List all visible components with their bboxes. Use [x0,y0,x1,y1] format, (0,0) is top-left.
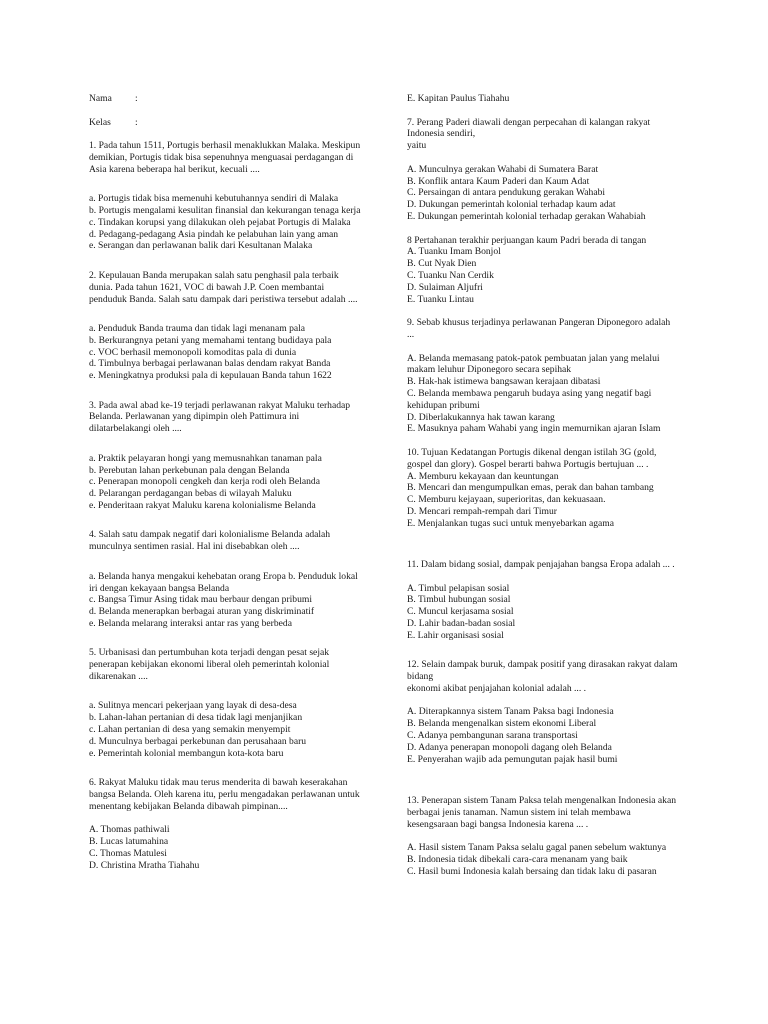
option-3c: c. Penerapan monopoli cengkeh dan kerja rodi oleh Belanda [89,476,320,488]
option-6a: A. Thomas pathiwali [89,824,170,836]
option-4a: a. Belanda hanya mengakui kehebatan orang Eropa b. Penduduk lokal iri dengan kekayaan bangsa Belanda [89,570,358,594]
option-8b: B. Cut Nyak Dien [407,258,477,270]
option-13b: B. Indonesia tidak dibekali cara-cara menanam yang baik [407,853,628,865]
question-10-options [407,471,679,530]
question-9-stem: 9. Sebab khusus terjadinya perlawanan Pangeran Diponegoro adalah ... [407,317,671,340]
option-9c: C. Belanda membawa pengaruh budaya asing yang negatif bagi kehidupan pribumi [407,387,652,411]
question-12-stem: 12. Selain dampak buruk, dampak positif yang dirasakan rakyat dalam bidang [407,659,678,683]
question-7-options [407,164,679,223]
option-11d: D. Lahir badan-badan sosial [407,617,516,629]
option-5d: d. Munculnya berbagai perkebunan dan perusahaan baru [89,735,307,747]
kelas-label: Kelas [89,116,111,128]
option-4d: d. Belanda menerapkan berbagai aturan yang diskriminatif [89,606,315,618]
question-3-options [89,453,361,512]
option-10a: A. Memburu kekayaan dan keuntungan [407,470,559,482]
option-11e: E. Lahir organisasi sosial [407,629,504,641]
option-4c: c. Bangsa Timur Asing tidak mau berbaur dengan pribumi [89,594,313,606]
nama-label: Nama [89,93,112,104]
question-7-stem-cont: yaitu [407,140,427,152]
option-8a: A. Tuanku Imam Bonjol [407,246,501,258]
left-column [89,93,361,872]
question-5-stem: 5. Urbanisasi dan pertumbuhan kota terjadi dengan pesat sejak penerapan kebijakan ekonomi liberal oleh pemerintah kolonial dikarenakan .... [89,647,330,682]
option-1c: c. Tindakan korupsi yang dilakukan oleh pejabat Portugis di Malaka [89,216,351,228]
question-7-stem: 7. Perang Paderi diawali dengan perpecahan di kalangan rakyat Indonesia sendiri, [407,116,651,140]
question-5-options [89,700,361,759]
option-8c: C. Tuanku Nan Cerdik [407,269,494,281]
option-1a: a. Portugis tidak bisa memenuhi kebutuhannya sendiri di Malaka [89,193,339,205]
option-7a: A. Munculnya gerakan Wahabi di Sumatera Barat [407,163,599,175]
option-6b: B. Lucas latumahina [89,836,169,848]
option-2a: a. Penduduk Banda trauma dan tidak lagi menanam pala [89,323,306,335]
option-12e: E. Penyerahan wajib ada pemungutan pajak hasil bumi [407,753,618,765]
question-2-options [89,323,361,382]
option-2d: d. Timbulnya berbagai perlawanan balas dendam rakyat Banda [89,358,331,370]
option-10e: E. Menjalankan tugas suci untuk menyebarkan agama [407,517,614,529]
option-13c: C. Hasil bumi Indonesia kalah bersaing dan tidak laku di pasaran [407,865,657,877]
option-4e: e. Belanda melarang interaksi antar ras yang berbeda [89,617,292,629]
option-7d: D. Dukungan pemerintah kolonial terhadap kaum adat [407,199,616,211]
question-12-options [407,706,679,765]
question-2-stem: 2. Kepulauan Banda merupakan salah satu penghasil pala terbaik dunia. Pada tahun 1621, VOC di bawah J.P. Coen membantai penduduk Banda. Salah satu dampak dari peristiwa tersebut adalah .... [89,269,358,305]
option-1b: b. Portugis mengalami kesulitan finansial dan kekurangan tenaga kerja [89,205,361,217]
option-3d: d. Pelarangan perdagangan bebas di wilayah Maluku [89,488,292,500]
right-column [407,93,679,878]
nama-colon: : [135,93,138,104]
option-5b: b. Lahan-lahan pertanian di desa tidak lagi menjanjikan [89,712,303,724]
option-11b: B. Timbul hubungan sosial [407,594,511,606]
option-2c: c. VOC berhasil memonopoli komoditas pala di dunia [89,346,297,358]
question-4-stem: 4. Salah satu dampak negatif dari kolonialisme Belanda adalah munculnya sentimen rasial. Hal ini disebabkan oleh .... [89,529,331,553]
option-12b: B. Belanda mengenalkan sistem ekonomi Liberal [407,718,597,730]
question-13-options [407,842,679,877]
nama-field [89,93,361,105]
option-11a: A. Timbul pelapisan sosial [407,582,510,594]
option-1d: d. Pedagang-pedagang Asia pindah ke pelabuhan lain yang aman [89,228,339,240]
option-1e: e. Serangan dan perlawanan balik dari Kesultanan Malaka [89,240,313,252]
question-6-stem: 6. Rakyat Maluku tidak mau terus menderita di bawah keserakahan bangsa Belanda. Oleh karena itu, perlu mengadakan perlawanan untuk menentang kebijakan Belanda dibawah pimpinan.... [89,777,360,812]
option-6c: C. Thomas Matulesi [89,847,167,859]
option-5e: e. Pemerintah kolonial membangun kota-kota baru [89,747,284,759]
option-7b: B. Konflik antara Kaum Paderi dan Kaum Adat [407,175,590,187]
option-13a: A. Hasil sistem Tanam Paksa selalu gagal panen sebelum waktunya [407,842,667,854]
question-8-stem: 8 Pertahanan terakhir perjuangan kaum Padri berada di tangan [407,234,647,246]
question-13-stem: 13. Penerapan sistem Tanam Paksa telah mengenalkan Indonesia akan berbagai jenis tanaman. Namun sistem ini telah membawa kesengsaraan bagi bangsa Indonesia karena ... . [407,794,677,830]
option-9a: A. Belanda memasang patok-patok pembuatan jalan yang melalui makam leluhur Diponegoro secara sepihak [407,352,660,376]
option-7c: C. Persaingan di antara pendukung gerakan Wahabi [407,187,606,199]
option-9e: E. Masuknya paham Wahabi yang ingin memurnikan ajaran Islam [407,423,661,435]
option-12d: D. Adanya penerapan monopoli dagang oleh Belanda [407,741,612,753]
question-12-stem-cont: ekonomi akibat penjajahan kolonial adalah ... . [407,682,587,694]
question-4-options [89,571,361,630]
question-8-options [407,246,679,305]
option-3e: e. Penderitaan rakyat Maluku karena kolonialisme Belanda [89,499,316,511]
question-1-stem: 1. Pada tahun 1511, Portugis berhasil menaklukkan Malaka. Meskipun demikian, Portugis tidak bisa sepenuhnya menguasai perdagangan di Asia karena beberapa hal berikut, kecuali .... [89,140,361,175]
option-2b: b. Berkurangnya petani yang memahami tentang budidaya pala [89,334,332,346]
question-6-options [89,824,361,871]
option-7e: E. Dukungan pemerintah kolonial terhadap gerakan Wahabiah [407,210,646,222]
question-1-options [89,193,361,252]
question-9-options [407,353,679,436]
option-3b: b. Perebutan lahan perkebunan pala dengan Belanda [89,464,290,476]
question-11-stem: 11. Dalam bidang sosial, dampak penjajahan bangsa Eropa adalah ... . [407,558,675,570]
option-6e: E. Kapitan Paulus Tiahahu [407,93,510,104]
option-5a: a. Sulitnya mencari pekerjaan yang layak di desa-desa [89,700,297,712]
question-3-stem: 3. Pada awal abad ke-19 terjadi perlawanan rakyat Maluku terhadap Belanda. Perlawanan yang dipimpin oleh Pattimura ini dilatarbelakangi oleh .... [89,399,351,435]
option-8e: E. Tuanku Lintau [407,293,474,305]
option-10c: C. Memburu kejayaan, superioritas, dan kekuasaan. [407,494,606,506]
kelas-field [89,117,361,129]
option-9b: B. Hak-hak istimewa bangsawan kerajaan dibatasi [407,376,601,388]
option-8d: D. Sulaiman Aljufri [407,281,483,293]
option-10d: D. Mencari rempah-rempah dari Timur [407,505,557,517]
option-3a: a. Praktik pelayaran hongi yang memusnahkan tanaman pala [89,452,322,464]
option-5c: c. Lahan pertanian di desa yang semakin menyempit [89,724,291,736]
kelas-colon: : [135,116,138,128]
option-6d: D. Christina Mratha Tiahahu [89,859,200,871]
question-10-stem: 10. Tujuan Kedatangan Portugis dikenal dengan istilah 3G (gold, gospel dan glory). Gospel berarti bahwa Portugis bertujuan ... . [407,446,657,470]
option-12c: C. Adanya pembangunan sarana transportasi [407,730,578,742]
option-11c: C. Muncul kerjasama sosial [407,606,514,618]
option-10b: B. Mencari dan mengumpulkan emas, perak dan bahan tambang [407,482,654,494]
option-2e: e. Meningkatnya produksi pala di kepulauan Banda tahun 1622 [89,370,332,382]
question-11-options [407,583,679,642]
option-9d: D. Diberlakukannya hak tawan karang [407,411,555,423]
option-12a: A. Diterapkannya sistem Tanam Paksa bagi Indonesia [407,706,614,718]
